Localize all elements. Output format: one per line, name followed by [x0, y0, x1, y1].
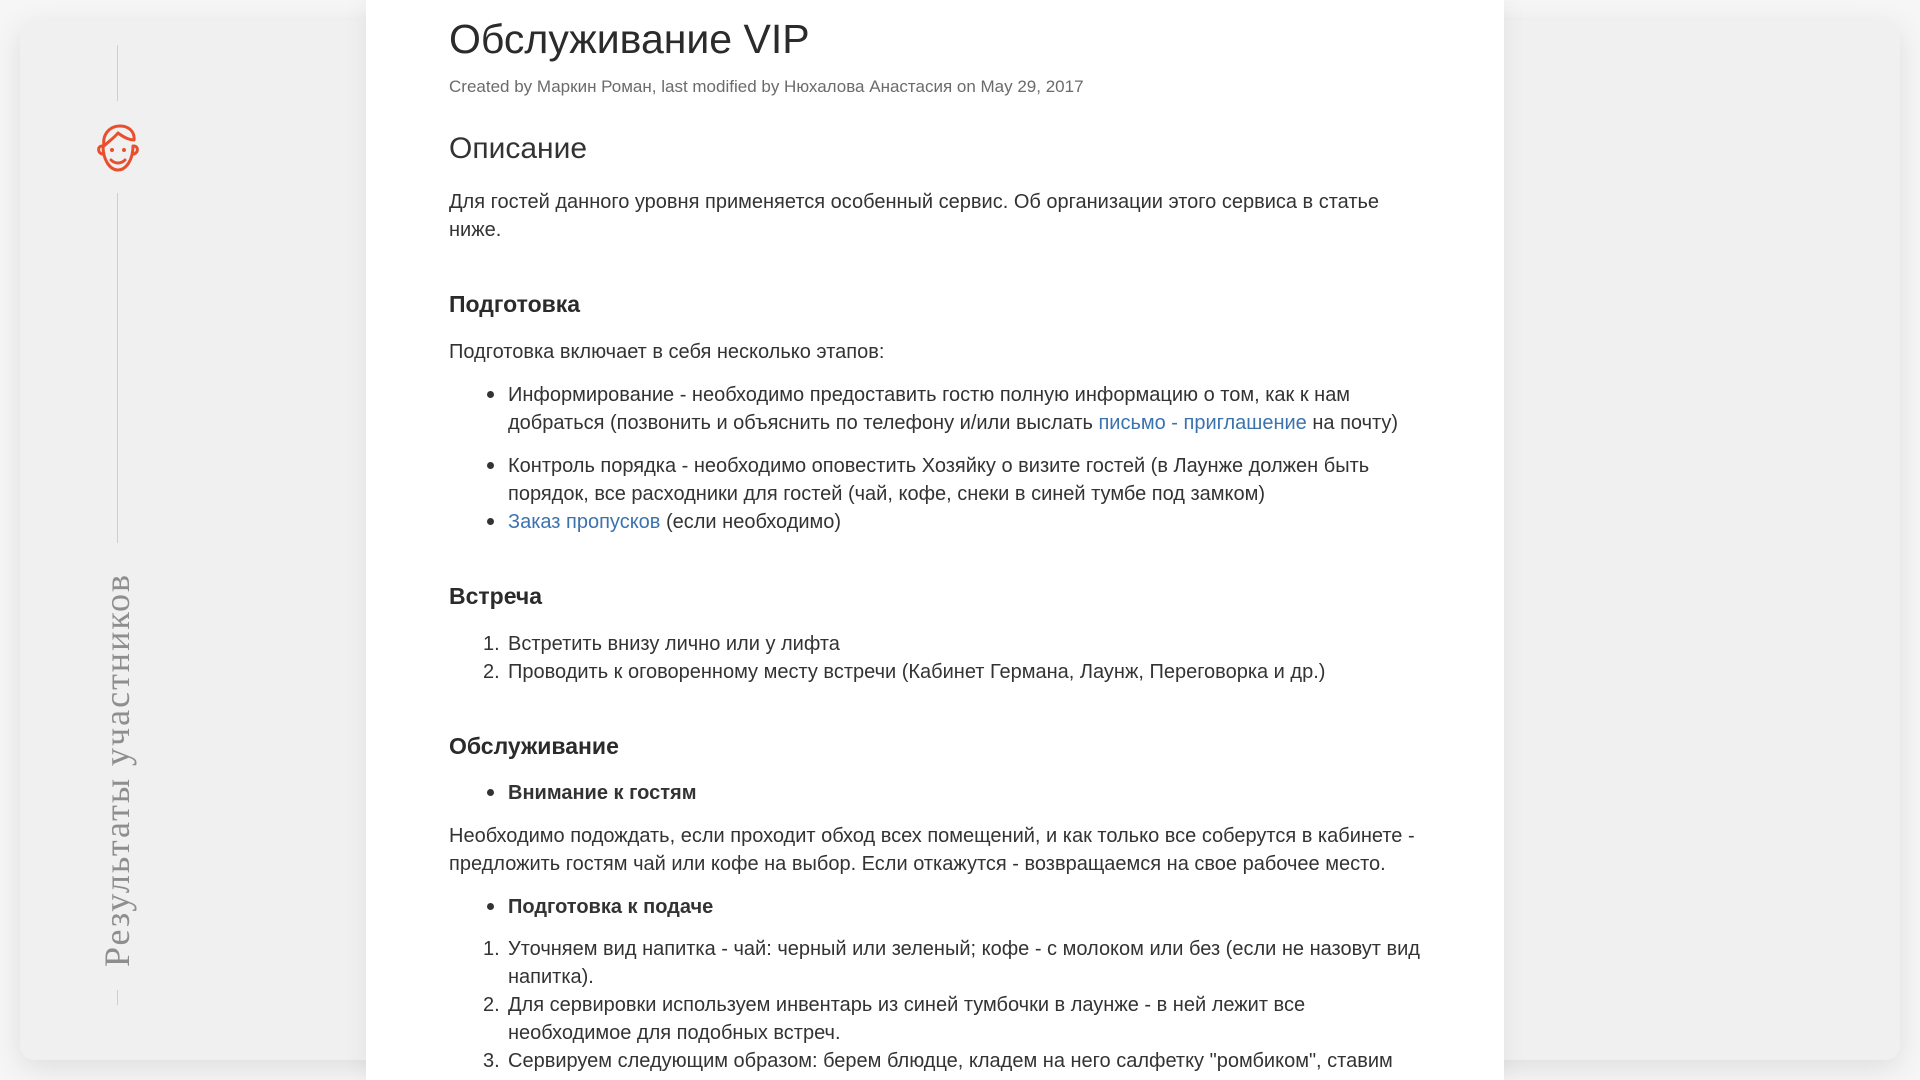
- rail-divider: [117, 193, 118, 543]
- list-item: Контроль порядка - необходимо оповестить Хозяйку о визите гостей (в Лаунже должен быть: [508, 455, 1370, 477]
- list-item: необходимое для подобных встреч.: [508, 1022, 841, 1044]
- service-heading: Обслуживание: [449, 733, 619, 759]
- rail-divider: [117, 990, 118, 1005]
- bullet-marker: [487, 462, 494, 469]
- preparation-heading: Подготовка: [449, 291, 581, 317]
- list-item: Подготовка к подаче: [508, 896, 714, 918]
- service-paragraph: Необходимо подождать, если проходит обход всех помещений, и как только все соберутся в кабинете -: [449, 825, 1415, 847]
- bullet-marker: [487, 903, 494, 910]
- list-item: Внимание к гостям: [508, 782, 697, 804]
- list-item-text: на почту): [1306, 412, 1399, 434]
- list-item-text: добраться (позвонить и объяснить по телефону и/или выслать: [508, 412, 1099, 434]
- bullet-marker: [487, 518, 494, 525]
- description-line: Для гостей данного уровня применяется особенный сервис. Об организации этого сервиса в статье: [449, 191, 1380, 213]
- document-page: [366, 0, 1504, 1080]
- list-number: 1.: [483, 633, 500, 655]
- list-item: Уточняем вид напитка - чай: черный или зеленый; кофе - с молоком или без (если не назовут вид: [508, 938, 1420, 960]
- list-item: Для сервировки используем инвентарь из синей тумбочки в лаунже - в ней лежит все: [508, 994, 1306, 1016]
- list-item: Встретить внизу лично или у лифта: [508, 633, 840, 655]
- preparation-intro: Подготовка включает в себя несколько этапов:: [449, 341, 885, 363]
- bullet-marker: [487, 789, 494, 796]
- description-line: ниже.: [449, 219, 502, 241]
- list-item: Сервируем следующим образом: берем блюдце, кладем на него салфетку "ромбиком", ставим: [508, 1050, 1393, 1072]
- page-metadata: Created by Маркин Роман, last modified by Нюхалова Анастасия on May 29, 2017: [449, 77, 1084, 96]
- rail-divider: [117, 45, 118, 101]
- invitation-letter-link[interactable]: письмо - приглашение: [1098, 412, 1307, 434]
- meeting-heading: Встреча: [449, 583, 543, 609]
- list-number: 3.: [483, 1050, 500, 1072]
- rail-section-label: Результаты участников: [97, 573, 137, 967]
- list-number: 2.: [483, 661, 500, 683]
- list-item: порядок, все расходники для гостей (чай, кофе, снеки в синей тумбе под замком): [508, 483, 1266, 505]
- face-avatar-icon[interactable]: [94, 122, 142, 174]
- list-item: [508, 409, 1398, 437]
- list-item: Информирование - необходимо предоставить гостю полную информацию о том, как к нам: [508, 384, 1351, 406]
- description-heading: Описание: [449, 132, 588, 165]
- service-paragraph: предложить гостям чай или кофе на выбор. Если откажутся - возвращаемся на свое рабочее место.: [449, 853, 1386, 875]
- pass-order-link[interactable]: Заказ пропусков: [508, 511, 661, 533]
- list-number: 2.: [483, 994, 500, 1016]
- list-item: [508, 508, 841, 536]
- list-item-text: (если необходимо): [660, 511, 842, 533]
- page-title: Обслуживание VIP: [449, 16, 810, 62]
- list-item: Проводить к оговоренному месту встречи (Кабинет Германа, Лаунж, Переговорка и др.): [508, 661, 1326, 683]
- list-item: напитка).: [508, 966, 594, 988]
- list-number: 1.: [483, 938, 500, 960]
- bullet-marker: [487, 391, 494, 398]
